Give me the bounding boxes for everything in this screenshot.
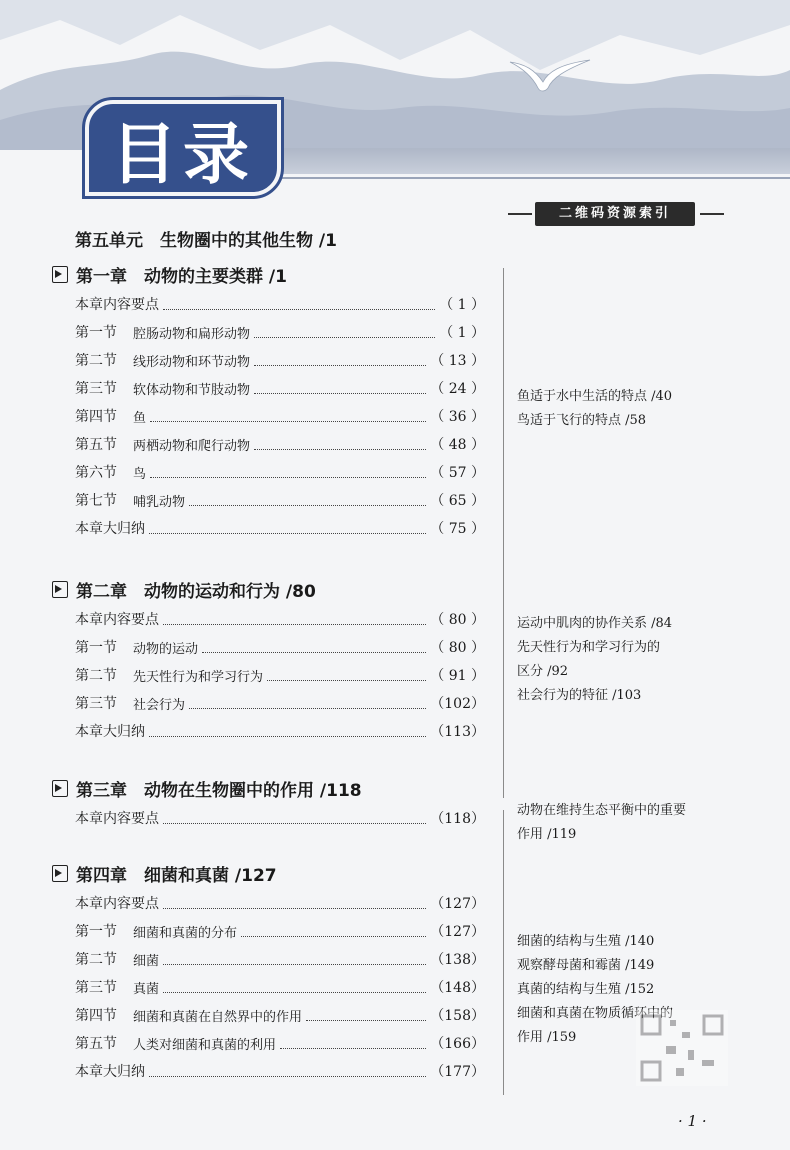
section-name: 两栖动物和爬行动物	[133, 438, 251, 454]
qr-resource-item[interactable]: 鸟适于飞行的特点 /58	[517, 413, 647, 428]
dot-leader	[306, 1010, 426, 1021]
column-divider	[503, 268, 504, 798]
dot-leader	[254, 327, 435, 338]
dot-leader	[149, 523, 426, 534]
dot-leader	[149, 726, 426, 737]
qr-resource-item[interactable]: 社会行为的特征 /103	[517, 688, 642, 703]
section-name: 鸟	[133, 466, 147, 482]
toc-row[interactable]	[75, 608, 485, 630]
qr-code-icon	[636, 1010, 728, 1086]
toc-row[interactable]	[75, 920, 485, 942]
page-ref: （ 65 ）	[430, 493, 485, 509]
dot-leader	[280, 1038, 426, 1049]
dot-leader	[150, 411, 426, 422]
section-label: 第七节	[75, 493, 117, 509]
section-label: 第三节	[75, 381, 117, 397]
dot-leader	[163, 614, 426, 625]
dot-leader	[150, 467, 426, 478]
section-name: 真菌	[133, 981, 160, 997]
chapter-title: 第三章 动物在生物圈中的作用 /118	[76, 781, 362, 801]
section-label: 本章内容要点	[75, 811, 159, 827]
dot-leader	[149, 1066, 426, 1077]
page-ref: （ 36 ）	[430, 409, 485, 425]
qr-resource-item[interactable]: 观察酵母菌和霉菌 /149	[517, 958, 655, 973]
toc-row[interactable]	[75, 489, 485, 511]
page-ref: （113）	[430, 724, 485, 740]
dot-leader	[163, 299, 435, 310]
page-ref: （ 48 ）	[430, 437, 485, 453]
qr-resource-item[interactable]: 先天性行为和学习行为的	[517, 640, 661, 655]
chapter-title: 第四章 细菌和真菌 /127	[76, 866, 277, 886]
page-number: · 1 ·	[678, 1112, 707, 1130]
toc-row[interactable]	[75, 1004, 485, 1026]
page-ref: （ 80 ）	[430, 612, 485, 628]
chevron-right-icon	[52, 780, 68, 797]
dot-leader	[163, 954, 426, 965]
toc-row[interactable]	[75, 405, 485, 427]
toc-row[interactable]	[75, 976, 485, 998]
section-label: 本章内容要点	[75, 297, 159, 313]
section-name: 细菌和真菌的分布	[133, 925, 238, 941]
section-label: 本章大归纳	[75, 1064, 145, 1080]
chapter-title: 第二章 动物的运动和行为 /80	[76, 582, 316, 602]
qr-title-dash-right	[700, 213, 724, 215]
dot-leader	[241, 926, 426, 937]
section-label: 第六节	[75, 465, 117, 481]
chevron-right-icon	[52, 266, 68, 283]
toc-row[interactable]	[75, 293, 485, 315]
page-ref: （166）	[430, 1036, 485, 1052]
page-ref: （ 1 ）	[439, 297, 485, 313]
chapter-heading	[52, 861, 277, 886]
section-label: 本章大归纳	[75, 521, 145, 537]
qr-resource-item[interactable]: 真菌的结构与生殖 /152	[517, 982, 655, 997]
section-name: 细菌	[133, 953, 160, 969]
toc-row[interactable]	[75, 433, 485, 455]
section-name: 线形动物和环节动物	[133, 354, 251, 370]
toc-row[interactable]	[75, 636, 485, 658]
chapter-heading	[52, 577, 316, 602]
qr-resource-item[interactable]: 细菌的结构与生殖 /140	[517, 934, 655, 949]
toc-row[interactable]	[75, 1032, 485, 1054]
dot-leader	[267, 670, 426, 681]
section-label: 第二节	[75, 952, 117, 968]
page-ref: （138）	[430, 952, 485, 968]
section-label: 第一节	[75, 325, 117, 341]
toc-row[interactable]	[75, 321, 485, 343]
dot-leader	[254, 439, 426, 450]
page-ref: （148）	[430, 980, 485, 996]
page-ref: （127）	[430, 896, 485, 912]
qr-resource-item[interactable]: 细菌和真菌在物质循环中的	[517, 1006, 674, 1021]
page-ref: （ 75 ）	[430, 521, 485, 537]
toc-row[interactable]	[75, 948, 485, 970]
section-label: 第四节	[75, 409, 117, 425]
chevron-right-icon	[52, 865, 68, 882]
section-label: 第三节	[75, 696, 117, 712]
page-ref: （177）	[430, 1064, 485, 1080]
page-ref: （ 91 ）	[430, 668, 485, 684]
toc-row[interactable]	[75, 461, 485, 483]
section-name: 动物的运动	[133, 641, 199, 657]
page-ref: （ 57 ）	[430, 465, 485, 481]
toc-title-box	[85, 100, 281, 196]
section-label: 本章内容要点	[75, 612, 159, 628]
page-ref: （ 80 ）	[430, 640, 485, 656]
dot-leader	[189, 495, 426, 506]
toc-row[interactable]	[75, 807, 485, 829]
unit-title: 第五单元 生物圈中的其他生物 /1	[75, 231, 337, 251]
page-ref: （ 1 ）	[439, 325, 485, 341]
column-divider-lower	[503, 810, 504, 1095]
section-name: 腔肠动物和扁形动物	[133, 326, 251, 342]
page-ref: （118）	[430, 811, 485, 827]
toc-row[interactable]	[75, 692, 485, 714]
toc-row[interactable]	[75, 349, 485, 371]
page-ref: （127）	[430, 924, 485, 940]
dot-leader	[189, 698, 426, 709]
section-label: 本章内容要点	[75, 896, 159, 912]
page-ref: （158）	[430, 1008, 485, 1024]
toc-title: 目录	[111, 114, 255, 193]
toc-row[interactable]	[75, 664, 485, 686]
section-name: 哺乳动物	[133, 494, 186, 510]
section-label: 第一节	[75, 640, 117, 656]
qr-resource-item[interactable]: 鱼适于水中生活的特点 /40	[517, 389, 673, 404]
qr-resource-item[interactable]: 作用 /159	[517, 1030, 577, 1045]
section-label: 第三节	[75, 980, 117, 996]
page-ref: （ 13 ）	[430, 353, 485, 369]
section-name: 社会行为	[133, 697, 186, 713]
dot-leader	[163, 982, 426, 993]
qr-index-title: 二维码资源索引	[535, 202, 695, 226]
qr-title-dash-left	[508, 213, 532, 215]
toc-row[interactable]	[75, 720, 485, 742]
qr-resource-item[interactable]: 运动中肌肉的协作关系 /84	[517, 616, 673, 631]
section-label: 第一节	[75, 924, 117, 940]
dot-leader	[163, 813, 426, 824]
toc-row[interactable]	[75, 892, 485, 914]
section-name: 细菌和真菌在自然界中的作用	[133, 1009, 303, 1025]
section-label: 第二节	[75, 353, 117, 369]
dot-leader	[254, 383, 426, 394]
section-label: 第五节	[75, 437, 117, 453]
chapter-heading	[52, 776, 362, 801]
qr-resource-item[interactable]: 区分 /92	[517, 664, 569, 679]
qr-resource-item[interactable]: 作用 /119	[517, 827, 577, 842]
section-label: 第二节	[75, 668, 117, 684]
section-name: 软体动物和节肢动物	[133, 382, 251, 398]
section-label: 第五节	[75, 1036, 117, 1052]
qr-resource-item[interactable]: 动物在维持生态平衡中的重要	[517, 803, 687, 818]
section-label: 第四节	[75, 1008, 117, 1024]
page-ref: （102）	[430, 696, 485, 712]
dot-leader	[254, 355, 426, 366]
section-name: 人类对细菌和真菌的利用	[133, 1037, 277, 1053]
chapter-title: 第一章 动物的主要类群 /1	[76, 267, 287, 287]
section-label: 本章大归纳	[75, 724, 145, 740]
chapter-heading	[52, 262, 287, 287]
section-name: 鱼	[133, 410, 147, 426]
chevron-right-icon	[52, 581, 68, 598]
dot-leader	[163, 898, 426, 909]
toc-row[interactable]	[75, 517, 485, 539]
section-name: 先天性行为和学习行为	[133, 669, 264, 685]
toc-row[interactable]	[75, 377, 485, 399]
dot-leader	[202, 642, 426, 653]
toc-row[interactable]	[75, 1060, 485, 1082]
page-ref: （ 24 ）	[430, 381, 485, 397]
